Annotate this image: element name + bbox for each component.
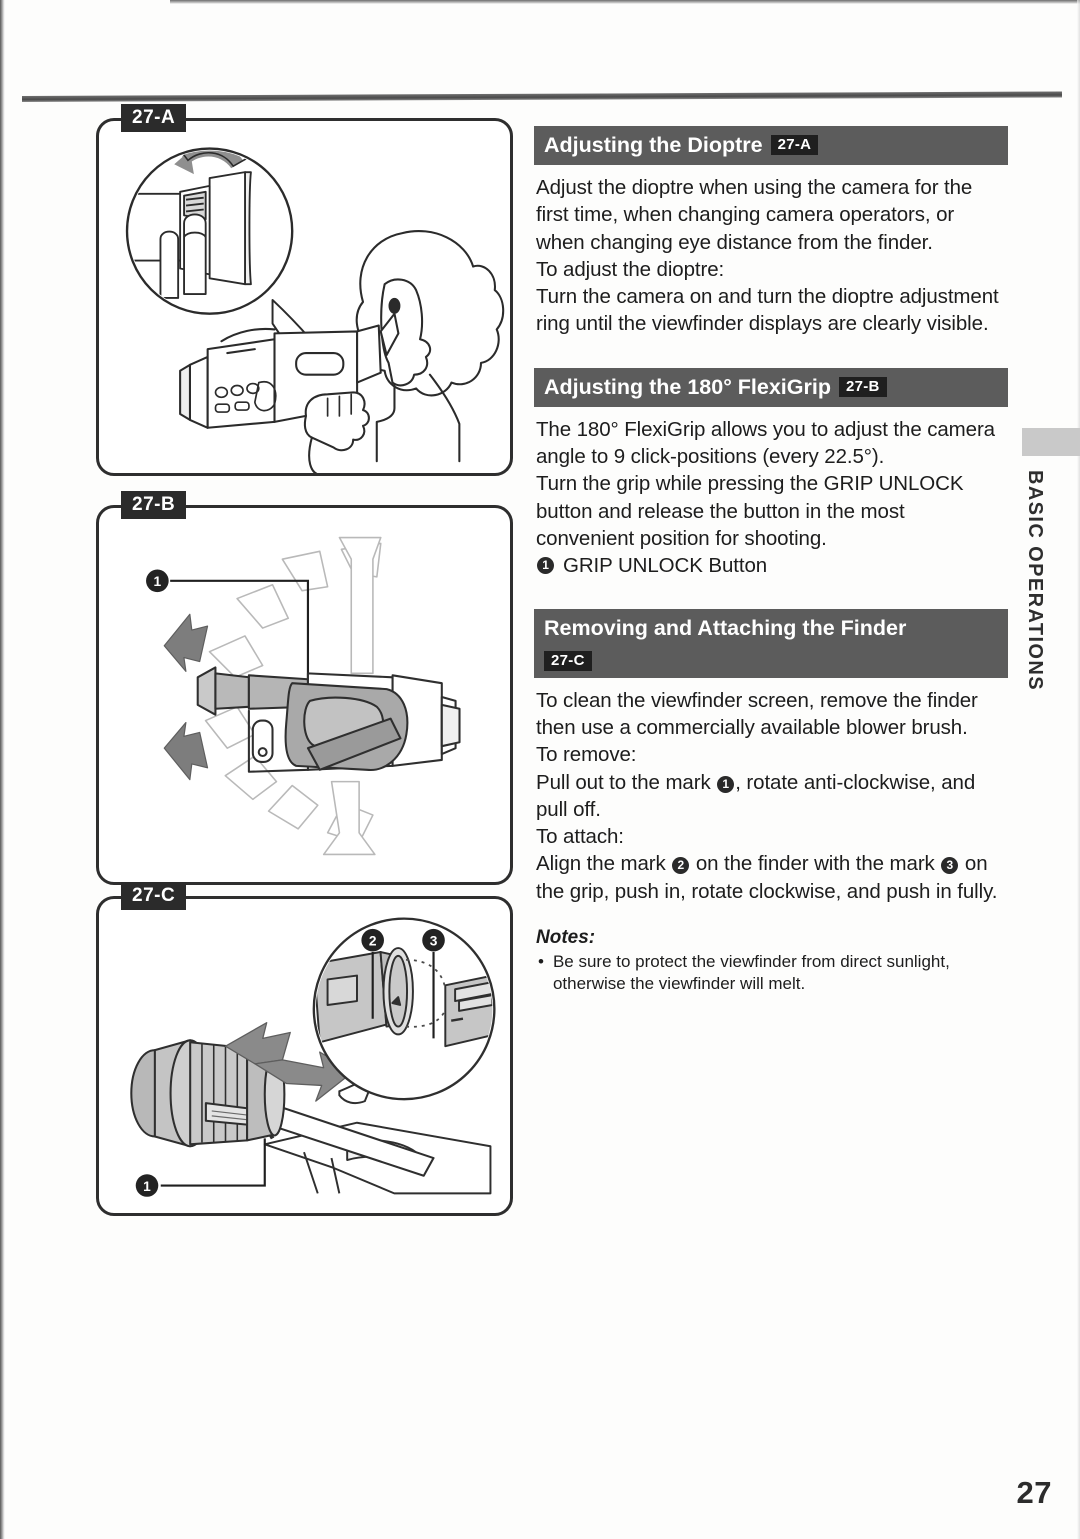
text-fragment: on the finder with the mark [690,852,941,876]
scan-edge-left [0,0,5,1539]
section-heading-finder [534,609,1008,677]
side-tab-block [1022,428,1080,456]
section-heading-badge-row [544,645,998,671]
header-rule [22,91,1062,102]
section-heading-dioptre [534,126,1008,165]
svg-text:2: 2 [368,933,377,949]
text-fragment: , rotate anti-clockwise, and pull off. [536,770,976,821]
svg-text:3: 3 [429,933,438,949]
section-heading-badge: 27-B [839,377,887,397]
paragraph: Turn the camera on and turn the dioptre adjustment ring until the viewfinder displays are clearly visible. [536,285,999,336]
text-fragment: on the grip, push in, rotate clockwise, and push in fully. [536,852,998,903]
paragraph: The 180° FlexiGrip allows you to adjust the camera angle to 9 click-positions (every 22.5°). [536,417,995,469]
section-heading-text: Adjusting the Dioptre [544,133,763,157]
callout-label: GRIP UNLOCK Button [563,554,768,578]
note-bullet: • [538,951,544,971]
section-heading-badge: 27-A [771,135,819,155]
paragraph: Turn the grip while pressing the GRIP UNLOCK button and release the button in the most convenient position for shooting. [536,472,964,550]
section-heading-text: Removing and Attaching the Finder [544,616,907,641]
section-flexigrip [534,368,1008,580]
section-body-flexigrip [536,416,1008,580]
figure-27-b [96,494,513,885]
figure-badge-27-c: 27-C [121,882,186,910]
text-fragment: Pull out to the mark [536,770,717,794]
text-fragment: Align the mark [536,852,672,876]
figure-badge-27-b: 27-B [121,491,186,519]
section-heading-text: Adjusting the 180° FlexiGrip [544,374,831,399]
paragraph-to-attach: To attach: [536,825,624,849]
content-column [534,126,1008,1002]
section-heading-badge: 27-C [544,651,592,671]
paragraph-remove-steps [536,769,1008,824]
figure-27-c-illustration [99,899,510,1213]
inline-mark-3: 3 [941,857,958,874]
svg-text:1: 1 [143,1178,151,1194]
inline-mark-2: 2 [672,857,689,874]
figure-27-a-illustration [99,121,510,473]
paragraph: To remove: [536,743,637,767]
inline-mark-1: 1 [717,776,734,793]
side-tab-label: BASIC OPERATIONS [1024,470,1046,691]
note-text: Be sure to protect the viewfinder from direct sunlight, otherwise the viewfinder will melt. [552,951,950,994]
paragraph: Adjust the dioptre when using the camera for the first time, when changing camera operators, or when changing eye distance from the finder. [536,176,973,254]
svg-text:1: 1 [153,574,162,590]
section-dioptre [534,126,1008,338]
section-finder [534,609,1008,995]
callout-number: 1 [537,557,554,574]
page-number: 27 [1016,1475,1052,1510]
section-heading-flexigrip [534,368,1008,407]
note-item [538,951,1008,996]
scan-edge-top [170,0,1080,4]
notes-title: Notes: [536,926,596,948]
section-body-finder [536,687,1008,905]
figure-badge-27-a: 27-A [121,104,186,132]
paragraph: To clean the viewfinder screen, remove the finder then use a commercially available blower brush. [536,688,978,740]
figure-27-b-illustration [99,508,510,882]
callout-grip-unlock [536,552,1008,579]
paragraph: To adjust the dioptre: [536,257,725,281]
paragraph-attach-steps [536,850,1008,905]
figure-27-a [96,107,513,476]
section-body-dioptre [536,174,1008,338]
figure-27-c [96,885,513,1216]
